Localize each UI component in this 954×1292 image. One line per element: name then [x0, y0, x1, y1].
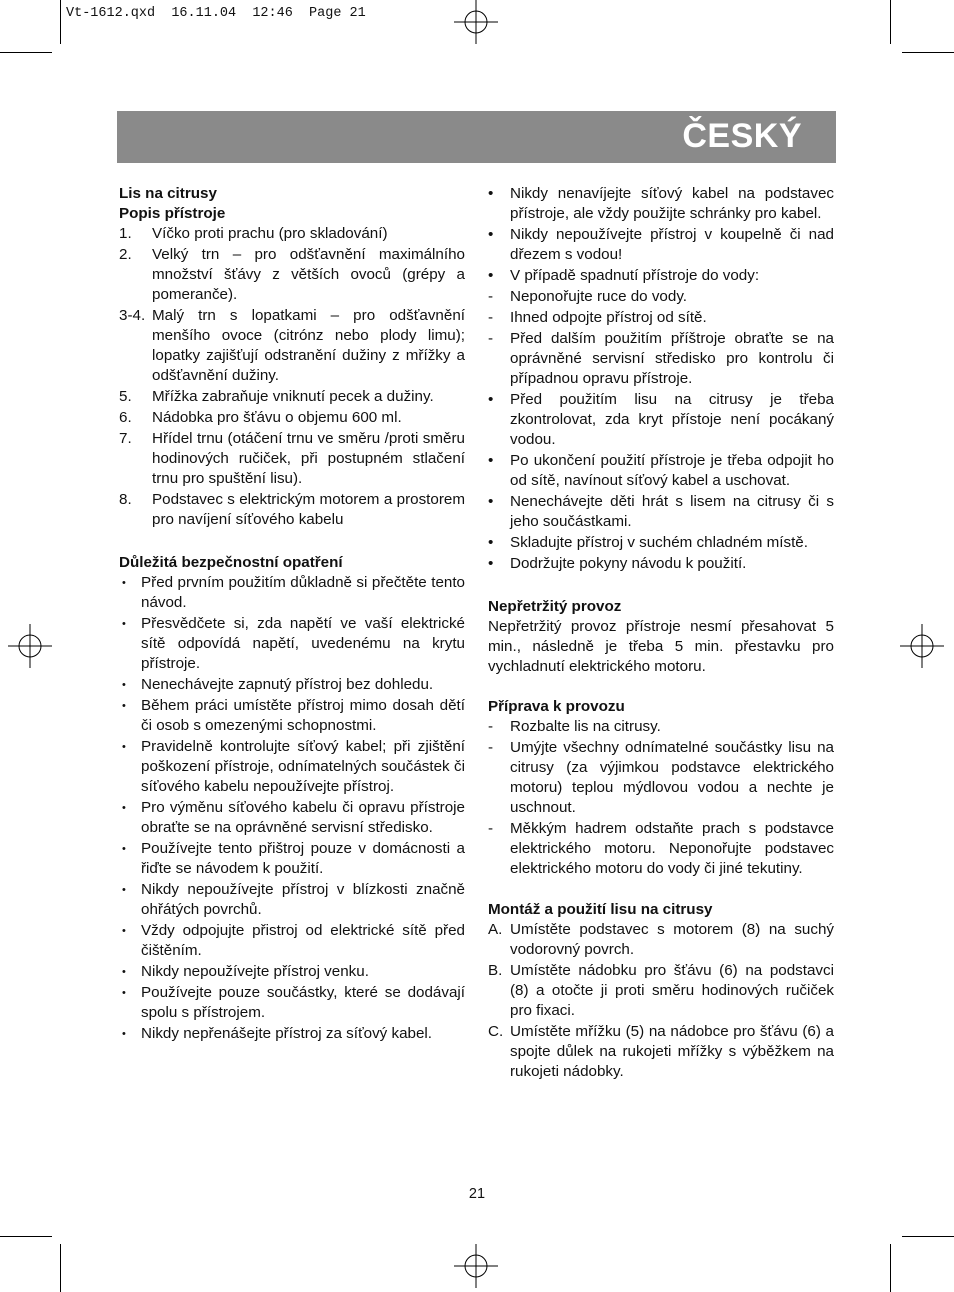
list-marker: • — [122, 679, 126, 691]
list-item-text: Nikdy nenavíjejte síťový kabel na podstavec přístroje, ale vždy použijte schránky pro kabel. — [510, 185, 834, 222]
list-item — [488, 1022, 834, 1082]
list-item — [119, 675, 465, 695]
list-marker: 7. — [119, 430, 132, 447]
list-item — [488, 819, 834, 879]
list-item — [488, 554, 834, 574]
continuous-operation-heading: Nepřetržitý provoz — [488, 598, 622, 615]
list-marker: • — [122, 700, 126, 712]
list-item — [119, 306, 465, 386]
list-item-text: Hřídel trnu (otáčení trnu ve směru /proti směru hodinových ručiček, při postupném stlačení trnu pro spuštění lisu). — [152, 430, 465, 487]
list-marker: • — [122, 966, 126, 978]
list-marker: • — [488, 555, 494, 572]
parts-list — [119, 224, 465, 530]
list-marker: • — [488, 185, 494, 202]
preparation-heading: Příprava k provozu — [488, 698, 625, 715]
list-marker: • — [122, 1028, 126, 1040]
list-item — [488, 266, 834, 286]
list-marker: - — [488, 718, 494, 735]
list-item — [488, 492, 834, 532]
list-marker: 5. — [119, 388, 132, 405]
list-marker: • — [122, 741, 126, 753]
list-item-text: Umýjte všechny odnímatelné součástky lisu na citrusy (za výjimkou podstavce elektrického motoru) teplou mýdlovou vodou a nechte je uschnout. — [510, 739, 834, 816]
list-item-text: Nádobka pro šťávu o objemu 600 ml. — [152, 409, 402, 426]
list-item — [488, 451, 834, 491]
list-item-text: Podstavec s elektrickým motorem a prostorem pro navíjení síťového kabelu — [152, 491, 465, 528]
list-item-text: Dodržujte pokyny návodu k použití. — [510, 555, 747, 572]
list-item — [488, 287, 834, 307]
list-item — [488, 738, 834, 818]
document-title: Lis na citrusy — [119, 185, 217, 202]
list-item — [488, 225, 834, 265]
banner-title: ČESKÝ — [682, 117, 802, 155]
list-item-text: Mřížka zabraňuje vniknutí pecek a dužiny. — [152, 388, 434, 405]
list-marker: 2. — [119, 246, 132, 263]
list-item — [488, 533, 834, 553]
list-marker: • — [488, 534, 494, 551]
list-item — [119, 429, 465, 489]
list-marker: - — [488, 309, 494, 326]
list-marker: • — [488, 267, 494, 284]
list-marker: - — [488, 739, 494, 756]
list-marker: • — [122, 843, 126, 855]
list-item — [488, 184, 834, 224]
list-item — [119, 921, 465, 961]
list-item — [119, 839, 465, 879]
safety-heading: Důležitá bezpečnostní opatření — [119, 554, 343, 571]
list-item-text: Před použitím lisu na citrusy je třeba zkontrolovat, zda kryt přístoje není pocákaný vodou. — [510, 391, 834, 448]
registration-mark-top — [454, 0, 498, 44]
list-marker: • — [122, 925, 126, 937]
list-marker: 3-4. — [119, 307, 146, 324]
list-marker: 1. — [119, 225, 132, 242]
registration-mark-left — [8, 624, 52, 668]
list-item — [488, 717, 834, 737]
list-item-text: Nikdy nepoužívejte přístroj v koupelně či nad dřezem s vodou! — [510, 226, 834, 263]
list-item-text: Po ukončení použití přístroje je třeba odpojit ho od sítě, navínout síťový kabel a uschovat. — [510, 452, 834, 489]
list-item-text: Před prvním použitím důkladně si přečtěte tento návod. — [141, 574, 465, 611]
list-item-text: Nikdy nepoužívejte přístroj venku. — [141, 963, 369, 980]
list-item — [119, 387, 465, 407]
list-item-text: Skladujte přístroj v suchém chladném místě. — [510, 534, 808, 551]
list-item-text: Umístěte podstavec s motorem (8) na suchý vodorovný povrch. — [510, 921, 834, 958]
list-marker: B. — [488, 962, 503, 979]
list-marker: • — [488, 226, 494, 243]
list-item-text: Neponořujte ruce do vody. — [510, 288, 688, 305]
list-item — [488, 390, 834, 450]
safety-list-continued — [488, 184, 834, 574]
list-marker: • — [122, 618, 126, 630]
list-item — [488, 920, 834, 960]
list-marker: • — [488, 391, 494, 408]
registration-mark-bottom — [454, 1244, 498, 1288]
list-item — [119, 490, 465, 530]
assembly-list — [488, 920, 834, 1082]
list-item — [119, 224, 465, 244]
page-number: 21 — [468, 1186, 486, 1202]
registration-mark-right — [900, 624, 944, 668]
list-item — [119, 737, 465, 797]
language-banner — [117, 111, 836, 163]
list-item — [488, 329, 834, 389]
list-item-text: Během práci umístěte přístroj mimo dosah dětí či osob s omezenými schopnostmi. — [141, 697, 465, 734]
list-marker: • — [488, 493, 494, 510]
list-item — [119, 614, 465, 674]
list-item-text: Nenechávejte děti hrát s lisem na citrusy či s jeho součástkami. — [510, 493, 834, 530]
list-item-text: Měkkým hadrem odstaňte prach s podstavce elektrického motoru. Neponořujte podstavec elektrického motoru do vody či jiné tekutiny. — [510, 820, 834, 877]
list-item-text: Používejte pouze součástky, které se dodávají spolu s přístrojem. — [141, 984, 465, 1021]
list-item-text: Před dalším použitím příštroje obraťte se na oprávněné servisní středisko pro kontrolu či případnou opravu přístroje. — [510, 330, 834, 387]
list-item — [119, 245, 465, 305]
list-item — [488, 308, 834, 328]
list-marker: 8. — [119, 491, 132, 508]
list-item — [488, 961, 834, 1021]
list-marker: • — [122, 577, 126, 589]
list-marker: • — [122, 802, 126, 814]
description-heading: Popis přístroje — [119, 205, 226, 222]
list-item-text: Víčko proti prachu (pro skladování) — [152, 225, 388, 242]
list-marker: • — [488, 452, 494, 469]
print-slug: Vt-1612.qxd 16.11.04 12:46 Page 21 — [66, 6, 366, 21]
list-item-text: Pro výměnu síťového kabelu či opravu přístroje obraťte se na oprávněné servisní středisko. — [141, 799, 465, 836]
list-marker: 6. — [119, 409, 132, 426]
list-marker: • — [122, 987, 126, 999]
list-item-text: Nikdy nepřenášejte přístroj za síťový kabel. — [141, 1025, 433, 1042]
list-item — [119, 983, 465, 1023]
list-item — [119, 798, 465, 838]
list-item — [119, 573, 465, 613]
list-marker: • — [122, 884, 126, 896]
list-item — [119, 962, 465, 982]
list-item-text: Vždy odpojujte přistroj od elektrické sítě před čištěním. — [141, 922, 465, 959]
list-marker: C. — [488, 1023, 504, 1040]
preparation-list — [488, 717, 834, 879]
left-column — [119, 184, 465, 1045]
list-item-text: V případě spadnutí přístroje do vody: — [510, 267, 760, 284]
list-item-text: Ihned odpojte přístroj od sítě. — [510, 309, 707, 326]
continuous-operation-text: Nepřetržitý provoz přístroje nesmí přesahovat 5 min., následně je třeba 5 min. přestavku pro vychladnutí elektrického motoru. — [488, 618, 834, 675]
list-item — [119, 408, 465, 428]
list-item — [119, 880, 465, 920]
list-item-text: Umístěte nádobku pro šťávu (6) na podstavci (8) a otočte ji proti směru hodinových ručiček pro fixaci. — [510, 962, 834, 1019]
list-marker: - — [488, 820, 494, 837]
right-column — [488, 184, 834, 1083]
list-item-text: Pravidelně kontrolujte síťový kabel; při zjištění poškození přístroje, odnímatelných součástek či síťového kabelu nepoužívejte přístroj. — [141, 738, 465, 795]
assembly-heading: Montáž a použití lisu na citrusy — [488, 901, 713, 918]
list-item-text: Umístěte mřížku (5) na nádobce pro šťávu (6) a spojte důlek na rukojeti mřížky s výběžkem na rukojeti nádobky. — [510, 1023, 834, 1080]
list-item — [119, 696, 465, 736]
list-item-text: Používejte tento přištroj pouze v domácnosti a řiďte se návodem k použití. — [141, 840, 465, 877]
list-item-text: Malý trn s lopatkami – pro odšťavnění menšího ovoce (citrónz nebo plody limu); lopatky zajišťují odstranění dužiny z mřížky a odšťavnění dužiny. — [152, 307, 465, 384]
list-item-text: Nenechávejte zapnutý přístroj bez dohledu. — [141, 676, 434, 693]
list-item-text: Velký trn – pro odšťavnění maximálního množství šťávy z větších ovoců (grépy a pomeranče). — [152, 246, 465, 303]
list-item — [119, 1024, 465, 1044]
list-marker: A. — [488, 921, 503, 938]
list-item-text: Nikdy nepoužívejte přístroj v blízkosti značně ohřátých povrchů. — [141, 881, 465, 918]
safety-list — [119, 573, 465, 1044]
list-marker: - — [488, 330, 494, 347]
list-item-text: Přesvědčete si, zda napětí ve vaší elektrické sítě odpovídá napětí, uvedenému na krytu přístroje. — [141, 615, 465, 672]
list-marker: - — [488, 288, 494, 305]
list-item-text: Rozbalte lis na citrusy. — [510, 718, 661, 735]
